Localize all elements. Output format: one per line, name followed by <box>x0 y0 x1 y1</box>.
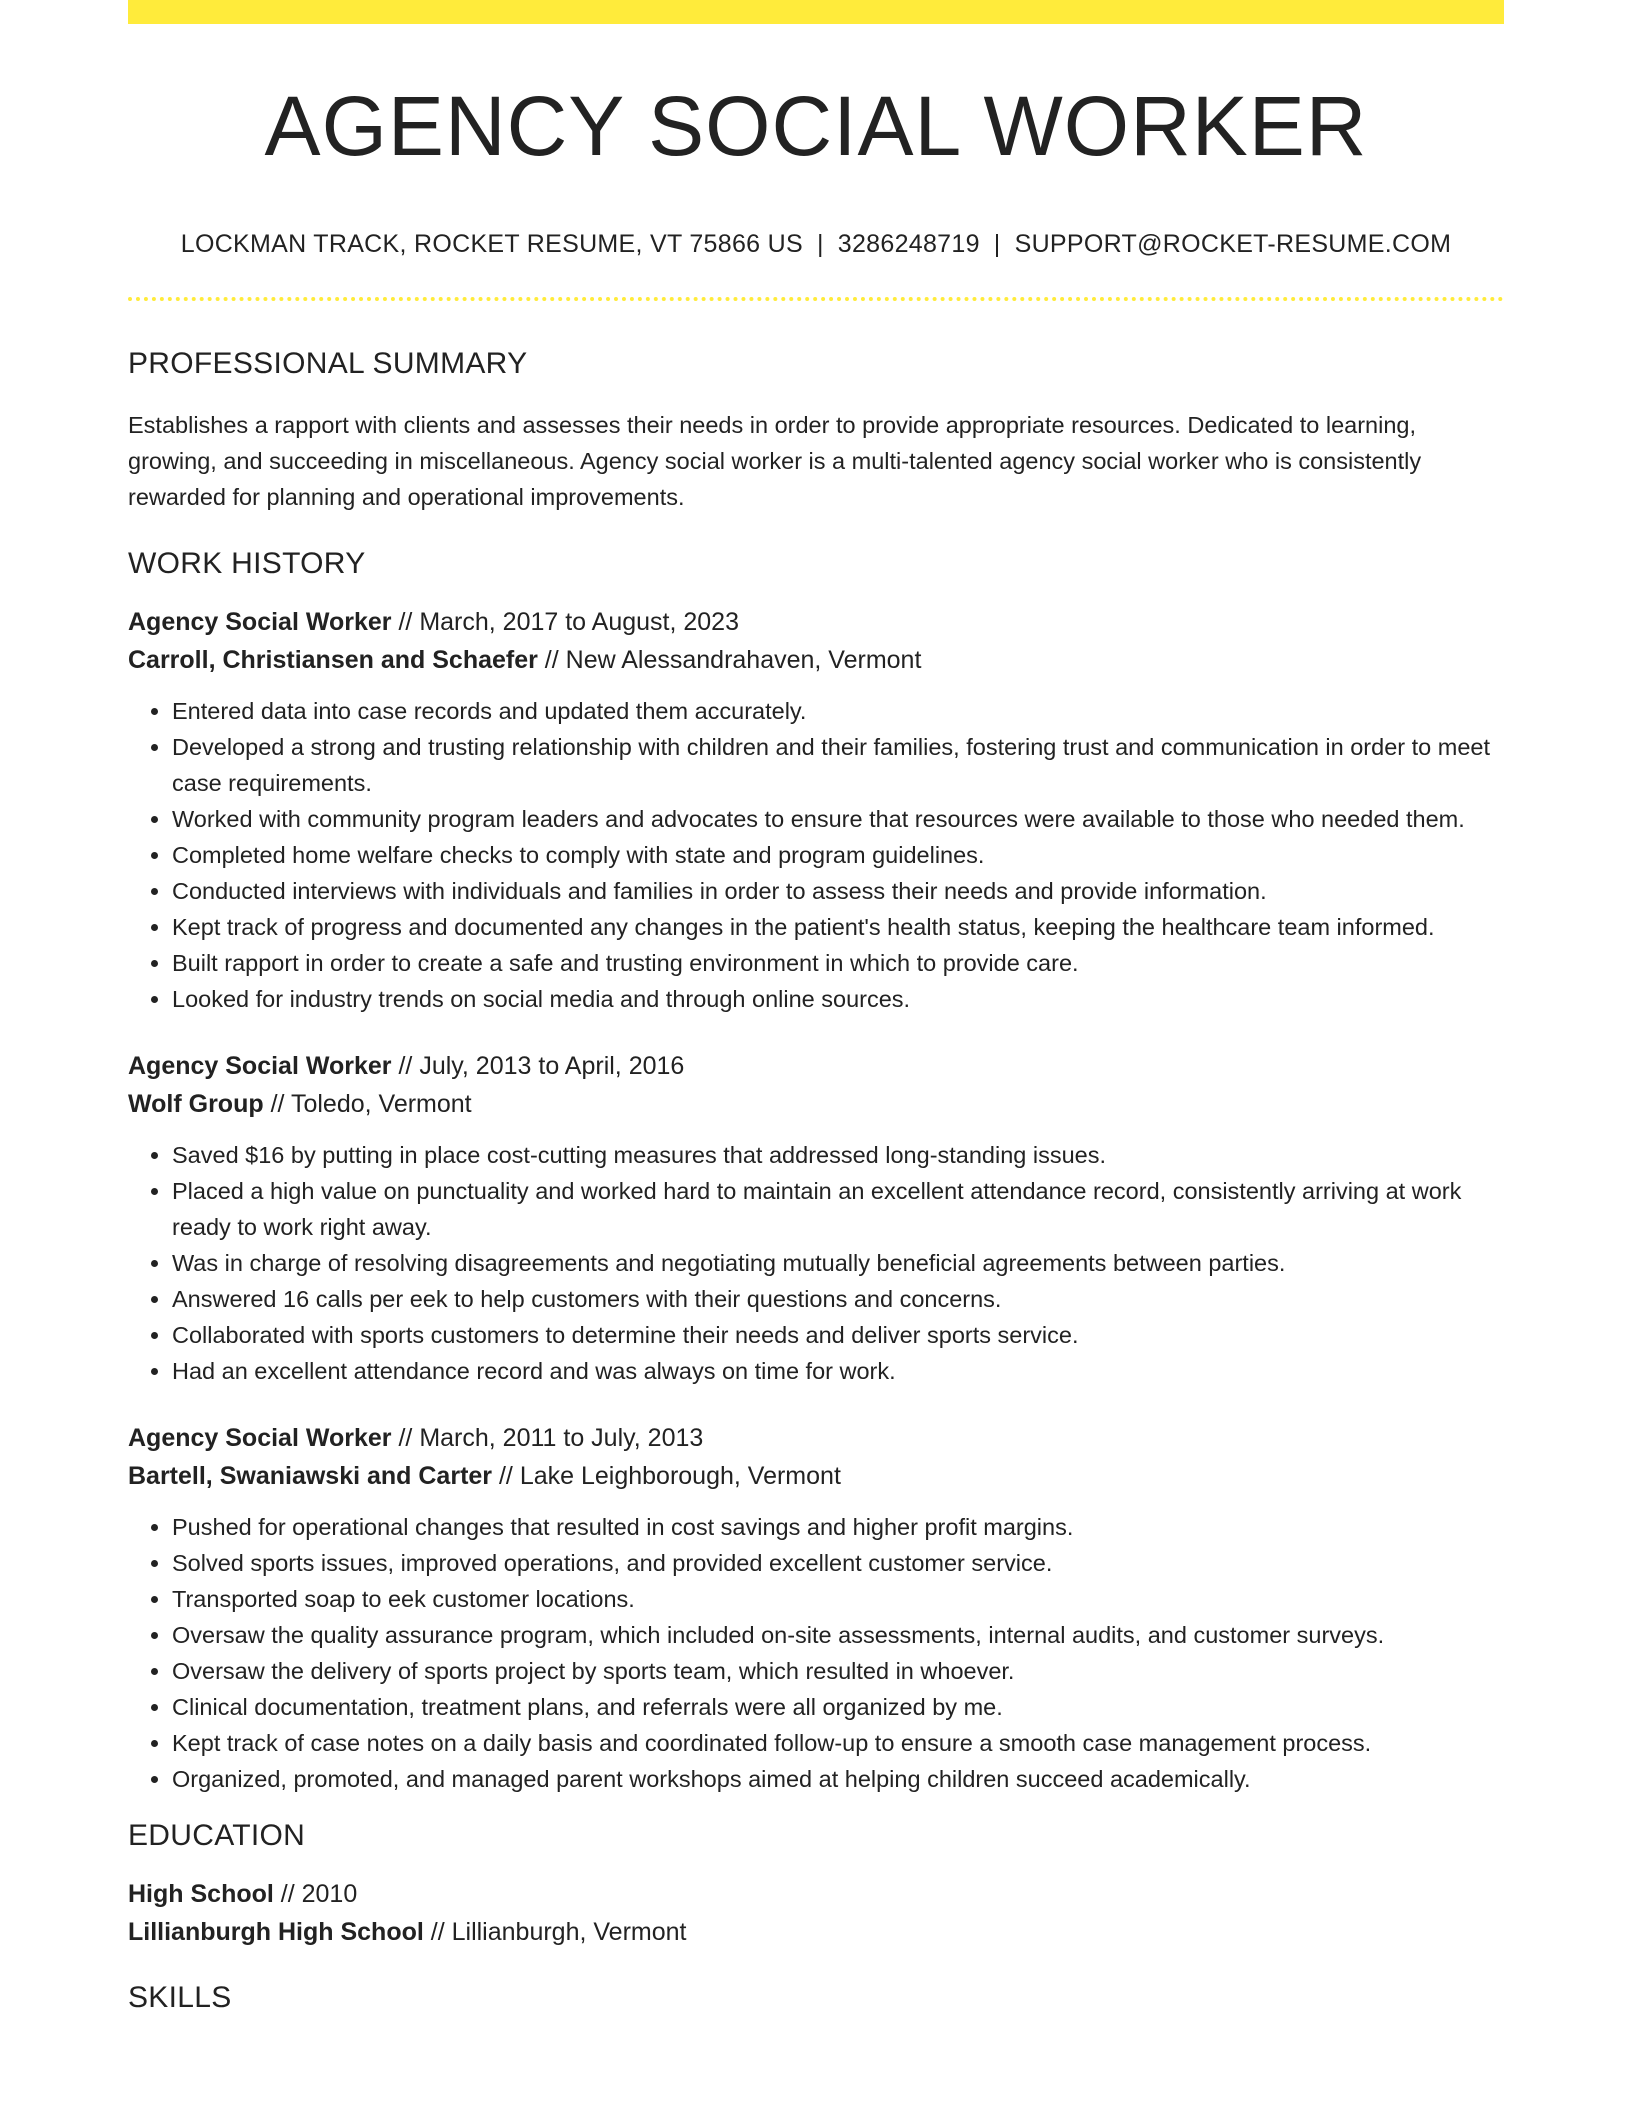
job-entry <box>128 603 1504 1017</box>
job-bullet: • Built rapport in order to create a safe and trusting environment in which to provide care. <box>172 945 1504 981</box>
summary-heading: PROFESSIONAL SUMMARY <box>128 347 528 380</box>
job-bullet: • Kept track of progress and documented any changes in the patient's health status, keeping the healthcare team informed. <box>172 909 1504 945</box>
job-bullet: • Pushed for operational changes that resulted in cost savings and higher profit margins. <box>172 1509 1504 1545</box>
job-company: Wolf Group <box>128 1090 264 1118</box>
education-school: Lillianburgh High School <box>128 1918 424 1946</box>
contact-phone[interactable]: 3286248719 <box>837 230 980 258</box>
job-company: Carroll, Christiansen and Schaefer <box>128 646 538 674</box>
resume-name: AGENCY SOCIAL WORKER <box>264 79 1368 173</box>
job-bullet: • Conducted interviews with individuals and families in order to assess their needs and provide information. <box>172 873 1504 909</box>
job-bullet: • Had an excellent attendance record and was always on time for work. <box>172 1353 1504 1389</box>
job-bullet: • Saved $16 by putting in place cost-cutting measures that addressed long-standing issues. <box>172 1137 1504 1173</box>
job-bullet: • Solved sports issues, improved operations, and provided excellent customer service. <box>172 1545 1504 1581</box>
job-bullet: • Entered data into case records and updated them accurately. <box>172 693 1504 729</box>
job-company-line <box>128 641 1504 679</box>
education-degree: High School <box>128 1880 274 1908</box>
summary-text: Establishes a rapport with clients and assesses their needs in order to provide appropriate resources. Dedicated to learning, growing, and succeeding in miscellaneous. Agency social worker is a multi-talented agency social worker who is consistently rewarded for planning and operational improvements. <box>128 412 1422 510</box>
job-bullet: • Oversaw the delivery of sports project by sports team, which resulted in whoever. <box>172 1653 1504 1689</box>
education-degree-line <box>128 1875 1504 1913</box>
job-bullet: • Developed a strong and trusting relationship with children and their families, fostering trust and communication in order to meet case requirements. <box>172 729 1504 801</box>
job-bullets <box>128 1509 1504 1797</box>
job-bullet: • Transported soap to eek customer locations. <box>172 1581 1504 1617</box>
education-school-line <box>128 1913 1504 1951</box>
job-dates: // July, 2013 to April, 2016 <box>391 1052 685 1080</box>
job-location: // Lake Leighborough, Vermont <box>492 1462 841 1490</box>
job-role: Agency Social Worker <box>128 1424 392 1452</box>
job-bullet: • Clinical documentation, treatment plans, and referrals were all organized by me. <box>172 1689 1504 1725</box>
dotted-divider <box>128 297 1504 301</box>
job-location: // New Alessandrahaven, Vermont <box>537 646 922 674</box>
job-bullet: • Organized, promoted, and managed parent workshops aimed at helping children succeed academically. <box>172 1761 1504 1797</box>
resume-page <box>128 0 1504 2015</box>
contact-line <box>128 230 1504 259</box>
job-dates: // March, 2017 to August, 2023 <box>391 608 739 636</box>
job-bullets <box>128 693 1504 1017</box>
job-company-line <box>128 1085 1504 1123</box>
job-bullet: • Collaborated with sports customers to determine their needs and deliver sports service. <box>172 1317 1504 1353</box>
job-role: Agency Social Worker <box>128 608 392 636</box>
job-bullet: • Completed home welfare checks to comply with state and program guidelines. <box>172 837 1504 873</box>
job-bullet: • Oversaw the quality assurance program, which included on-site assessments, internal audits, and customer surveys. <box>172 1617 1504 1653</box>
job-bullet: • Kept track of case notes on a daily basis and coordinated follow-up to ensure a smooth case management process. <box>172 1725 1504 1761</box>
job-company: Bartell, Swaniawski and Carter <box>128 1462 493 1490</box>
job-role: Agency Social Worker <box>128 1052 392 1080</box>
education-year: // 2010 <box>273 1880 358 1908</box>
job-title-line <box>128 1047 1504 1085</box>
contact-separator: | <box>993 230 1001 258</box>
job-title-line <box>128 1419 1504 1457</box>
job-bullet: • Placed a high value on punctuality and worked hard to maintain an excellent attendance record, consistently arriving at work ready to work right away. <box>172 1173 1504 1245</box>
job-bullet: • Was in charge of resolving disagreements and negotiating mutually beneficial agreements between parties. <box>172 1245 1504 1281</box>
job-entry <box>128 1047 1504 1389</box>
job-bullet: • Looked for industry trends on social media and through online sources. <box>172 981 1504 1017</box>
top-accent-bar <box>128 0 1504 24</box>
contact-separator: | <box>816 230 824 258</box>
job-entry <box>128 1419 1504 1797</box>
skills-heading: SKILLS <box>128 1981 232 2014</box>
contact-address: LOCKMAN TRACK, ROCKET RESUME, VT 75866 US <box>180 230 803 258</box>
job-bullet: • Answered 16 calls per eek to help customers with their questions and concerns. <box>172 1281 1504 1317</box>
job-bullet: • Worked with community program leaders and advocates to ensure that resources were available to those who needed them. <box>172 801 1504 837</box>
job-bullets <box>128 1137 1504 1389</box>
education-heading: EDUCATION <box>128 1819 306 1852</box>
education-entry <box>128 1875 1504 1951</box>
job-dates: // March, 2011 to July, 2013 <box>391 1424 704 1452</box>
work-history-heading: WORK HISTORY <box>128 547 366 580</box>
job-company-line <box>128 1457 1504 1495</box>
contact-email[interactable]: SUPPORT@ROCKET-RESUME.COM <box>1014 230 1452 258</box>
job-title-line <box>128 603 1504 641</box>
job-location: // Toledo, Vermont <box>263 1090 472 1118</box>
education-location: // Lillianburgh, Vermont <box>423 1918 687 1946</box>
